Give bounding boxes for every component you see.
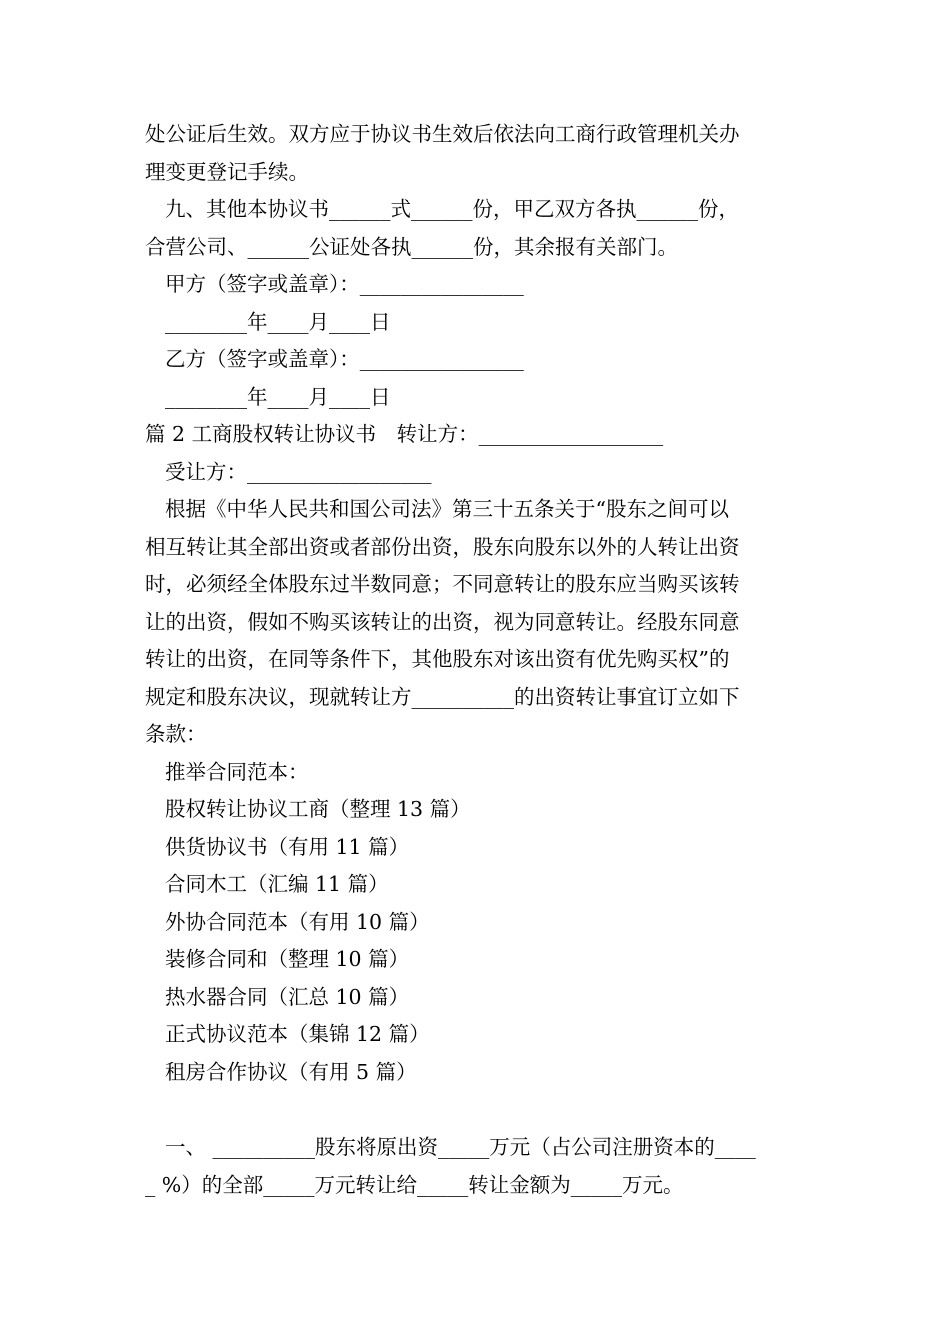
text-line: _ %）的全部_____万元转让给_____转让金额为_____万元。 (145, 1172, 684, 1197)
text-line: 股权转让协议工商（整理 13 篇） (165, 797, 471, 821)
text-line: 篇 2 工商股权转让协议书 转让方：__________________ (145, 422, 664, 446)
text-line: 热水器合同（汇总 10 篇） (165, 984, 410, 1009)
text-line: 外协合同范本（有用 10 篇） (165, 909, 430, 934)
document-page (145, 116, 815, 1204)
text-line: 推举合同范本： (165, 759, 309, 784)
text-line: ________年____月____日 (165, 309, 391, 334)
text-line: 一、 __________股东将原出资_____万元（占公司注册资本的____ (165, 1135, 756, 1159)
text-line: 规定和股东决议，现就转让方__________的出资转让事宜订立如下 (145, 684, 740, 709)
text-line: 转让的出资，在同等条件下，其他股东对该出资有优先购买权”的 (145, 647, 730, 671)
text-line: 装修合同和（整理 10 篇） (165, 947, 410, 971)
document-clause-one (145, 1129, 815, 1204)
text-line: 时，必须经全体股东过半数同意；不同意转让的股东应当购买该转 (145, 572, 740, 596)
text-line: 条款： (145, 722, 207, 746)
text-line: 九、其他本协议书______式______份，甲乙双方各执______份， (165, 197, 739, 221)
text-line: 处公证后生效。双方应于协议书生效后依法向工商行政管理机关办 (145, 122, 740, 146)
text-line: ________年____月____日 (165, 384, 391, 409)
text-line: 租房合作协议（有用 5 篇） (165, 1059, 417, 1084)
text-line: 供货协议书（有用 11 篇） (165, 834, 410, 859)
text-line: 理变更登记手续。 (145, 159, 309, 184)
text-line: 乙方（签字或盖章）：________________ (165, 347, 524, 371)
text-line: 让的出资，假如不购买该转让的出资，视为同意转让。经股东同意 (145, 609, 740, 634)
document-body (145, 116, 815, 1091)
paragraph-gap (145, 1091, 815, 1129)
text-line: 甲方（签字或盖章）：________________ (165, 272, 524, 296)
text-line: 相互转让其全部出资或者部份出资，股东向股东以外的人转让出资 (145, 534, 740, 559)
text-line: 根据《中华人民共和国公司法》第三十五条关于“股东之间可以 (165, 497, 729, 521)
text-line: 合同木工（汇编 11 篇） (165, 872, 389, 896)
text-line: 合营公司、______公证处各执______份，其余报有关部门。 (145, 234, 678, 259)
text-line: 正式协议范本（集锦 12 篇） (165, 1022, 430, 1046)
text-line: 受让方：__________________ (165, 459, 432, 484)
